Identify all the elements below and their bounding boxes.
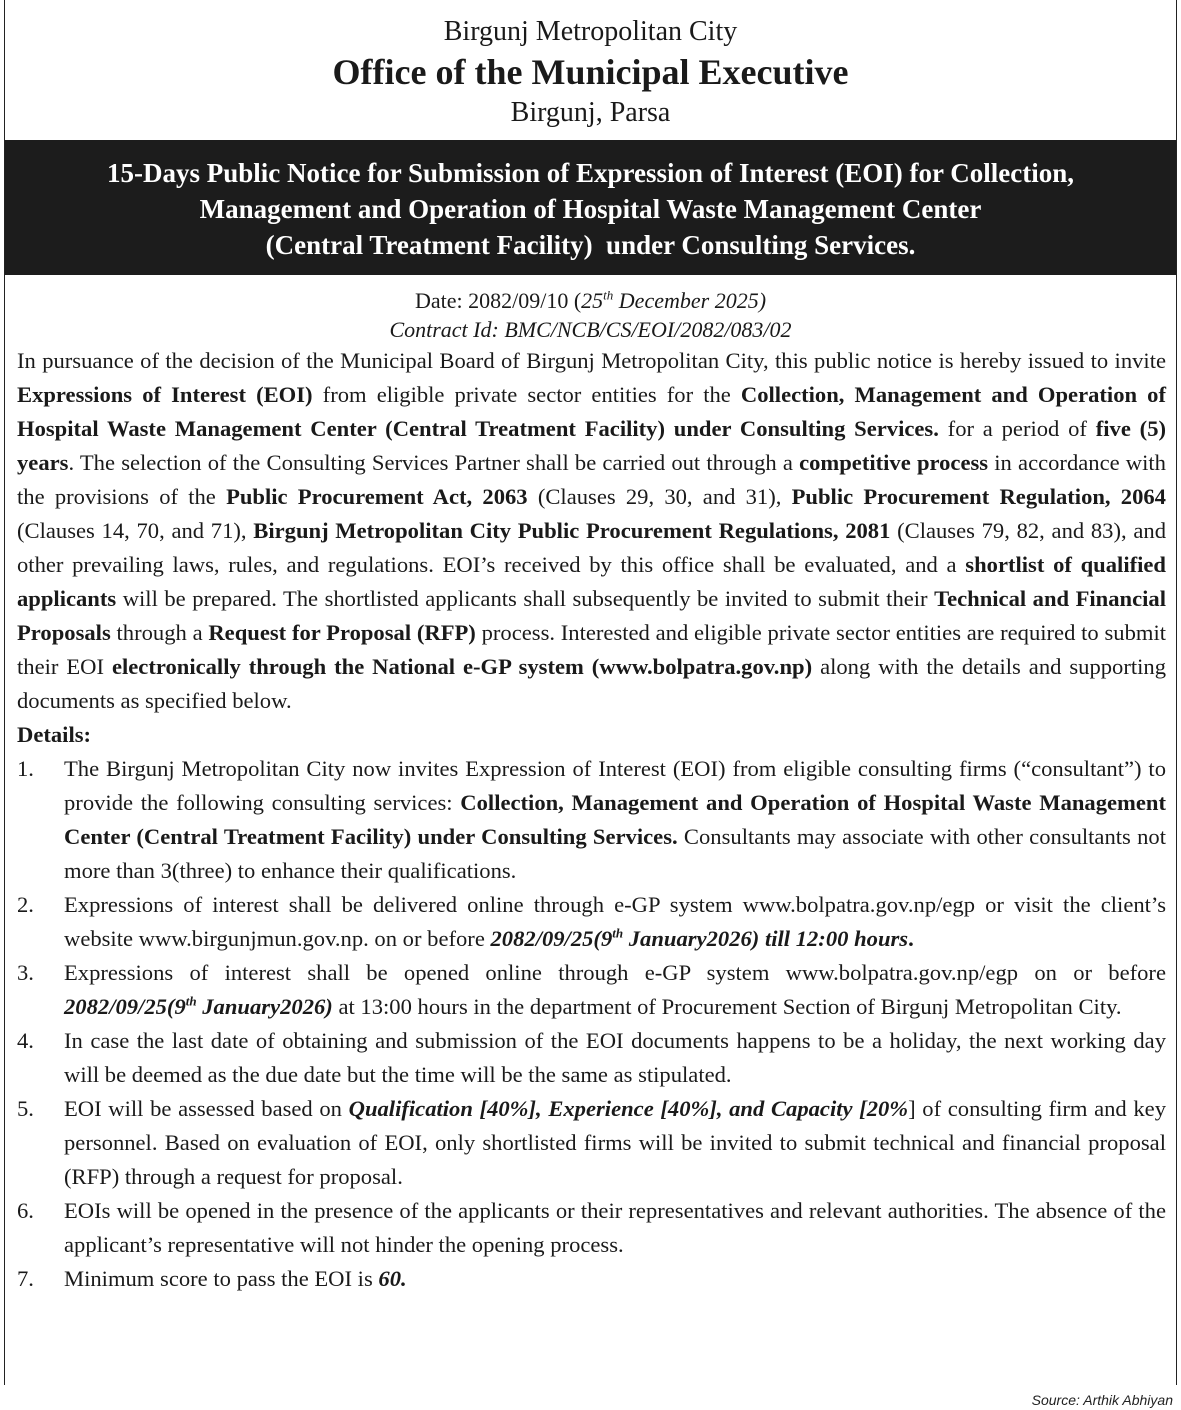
source-credit: Source: Arthik Abhiyan	[1031, 1392, 1173, 1408]
details-list-item	[17, 1024, 1166, 1092]
details-list-item	[17, 956, 1166, 1024]
intro-text-run: (Clauses 14, 70, and 71),	[17, 518, 254, 543]
details-list-item	[17, 888, 1166, 956]
intro-text-run: In pursuance of the decision of the Municipal Board of Birgunj Metropolitan City, this public notice is hereby issued to invite	[17, 348, 1166, 373]
city-name: Birgunj Metropolitan City	[443, 16, 738, 47]
details-list	[17, 752, 1166, 1296]
item-text	[64, 1262, 1166, 1296]
intro-text-run: Public Procurement Act, 2063	[226, 484, 528, 509]
contract-id: Contract Id: BMC/NCB/CS/EOI/2082/083/02	[389, 317, 792, 342]
item-text-run: January2026) till 12:00 hours	[623, 926, 909, 951]
item-text-run: 2082/09/25(9	[64, 994, 186, 1019]
details-list-item	[17, 1194, 1166, 1262]
intro-text-run: Collection, Management and Operation of Hospital Waste Management Center (Central Treatment Facility) under Consulting Services.	[17, 382, 1166, 441]
item-number: 1.	[17, 756, 34, 781]
notice-title-banner	[5, 140, 1176, 275]
item-text-run: Collection, Management and Operation of Hospital Waste Management Center (Central Treatment Facility) under Consulting Services.	[64, 790, 1166, 849]
intro-text-run: (Clauses 79, 82, and 83), and other prevailing laws, rules, and regulations. EOI’s received by this office shall be evaluated, and a	[17, 518, 1166, 577]
office-name: Office of the Municipal Executive	[332, 52, 849, 92]
notice-body	[5, 344, 1176, 1296]
intro-text-run: electronically through the National e-GP system (www.bolpatra.gov.np)	[111, 654, 813, 679]
item-text-run: In case the last date of obtaining and submission of the EOI documents happens to be a holiday, the next working day will be deemed as the due date but the time will be the same as stipulated.	[64, 1028, 1166, 1087]
item-text-run: ] of consulting firm and key personnel. Based on evaluation of EOI, only shortlisted firms will be invited to submit technical and financial proposal (RFP) through a request for proposal.	[64, 1096, 1167, 1189]
item-text	[64, 752, 1166, 888]
details-list-item	[17, 1262, 1166, 1296]
intro-text-run: in accordance with the provisions of the	[17, 450, 1166, 509]
title-line-3: (Central Treatment Facility) under Consulting Services.	[265, 230, 916, 260]
item-text-run: Expressions of interest shall be opened online through e-GP system www.bolpatra.gov.np/egp on or before	[64, 960, 1166, 985]
intro-text-run: (Clauses 29, 30, and 31),	[527, 484, 792, 509]
item-number: 3.	[17, 960, 34, 985]
item-text	[64, 1024, 1166, 1092]
notice-header	[5, 0, 1176, 139]
item-number: 7.	[17, 1266, 34, 1291]
title-line-1: 15-Days Public Notice for Submission of Expression of Interest (EOI) for Collection,	[107, 158, 1074, 188]
intro-text-run: process. Interested and eligible private sector entities are required to submit their EOI	[17, 620, 1166, 679]
notice-date	[5, 286, 1176, 315]
item-text	[64, 1194, 1166, 1262]
intro-text-run: through a	[110, 620, 209, 645]
item-number: 5.	[17, 1096, 34, 1121]
item-text	[64, 956, 1166, 1024]
item-text-run: th	[185, 993, 197, 1009]
intro-text-run: will be prepared. The shortlisted applicants shall subsequently be invited to submit their	[116, 586, 935, 611]
notice-meta	[5, 286, 1176, 344]
intro-text-run: Expressions of Interest (EOI)	[17, 382, 313, 407]
details-list-item	[17, 752, 1166, 888]
details-list-item	[17, 1092, 1166, 1194]
intro-paragraph	[17, 344, 1166, 718]
intro-text-run: shortlist of qualified applicants	[17, 552, 1166, 611]
title-line-2: Management and Operation of Hospital Waste Management Center	[199, 194, 982, 224]
intro-text-run: along with the details and supporting documents as specified below.	[17, 654, 1167, 713]
item-text-run: January2026)	[196, 994, 333, 1019]
date-suffix: th	[603, 287, 614, 303]
intro-text-run: Request for Proposal (RFP)	[208, 620, 476, 645]
intro-text-run: from eligible private sector entities for the	[312, 382, 741, 407]
office-location: Birgunj, Parsa	[510, 97, 671, 128]
date-rest: December 2025)	[613, 288, 767, 313]
notice-frame	[4, 0, 1177, 1385]
item-number: 2.	[17, 892, 34, 917]
item-text-run: Minimum score to pass the EOI is	[64, 1266, 379, 1291]
item-text-run: 60.	[378, 1266, 407, 1291]
intro-text-run: Public Procurement Regulation, 2064	[791, 484, 1166, 509]
intro-text-run: Birgunj Metropolitan City Public Procurement Regulations, 2081	[253, 518, 891, 543]
date-prefix: Date: 2082/09/10 (	[414, 288, 582, 313]
intro-text-run: . The selection of the Consulting Services Partner shall be carried out through a	[68, 450, 800, 475]
item-text-run: th	[612, 925, 624, 941]
item-text	[64, 1092, 1166, 1194]
item-number: 6.	[17, 1198, 34, 1223]
item-text-run: .	[908, 926, 914, 951]
item-text-run: at 13:00 hours in the department of Procurement Section of Birgunj Metropolitan City.	[332, 994, 1122, 1019]
item-text-run: Consultants may associate with other consultants not more than 3(three) to enhance their qualifications.	[64, 824, 1166, 883]
item-text-run: EOI will be assessed based on	[64, 1096, 349, 1121]
item-text	[64, 888, 1166, 956]
item-text-run: EOIs will be opened in the presence of the applicants or their representatives and relevant authorities. The absence of the applicant’s representative will not hinder the opening process.	[64, 1198, 1166, 1257]
intro-text-run: for a period of	[938, 416, 1096, 441]
item-text-run: Qualification [40%], Experience [40%], and Capacity [20%	[348, 1096, 909, 1121]
item-number: 4.	[17, 1028, 34, 1053]
date-day: 25	[581, 288, 604, 313]
item-text-run: 2082/09/25(9	[490, 926, 613, 951]
intro-text-run: Technical and Financial Proposals	[17, 586, 1166, 645]
details-heading: Details:	[17, 722, 92, 747]
item-text-run: The Birgunj Metropolitan City now invites Expression of Interest (EOI) from eligible consulting firms (“consultant”) to provide the following consulting services:	[64, 756, 1166, 815]
item-text-run: Expressions of interest shall be delivered online through e-GP system www.bolpatra.gov.np/egp or visit the client’s website www.birgunjmun.gov.np. on or before	[64, 892, 1166, 951]
intro-text-run: competitive process	[799, 450, 989, 475]
intro-text-run: five (5) years	[17, 416, 1167, 475]
